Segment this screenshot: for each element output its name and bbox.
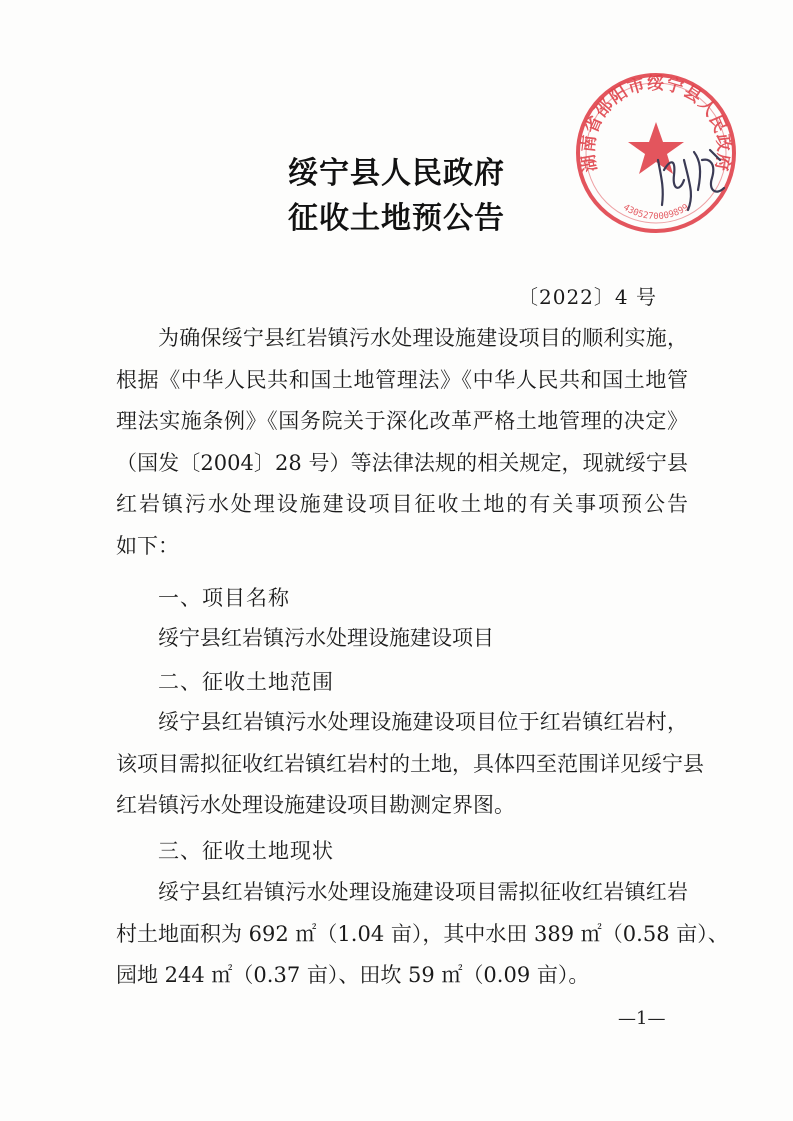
section3-heading: 三、征收土地现状 — [158, 839, 334, 863]
section3-paragraph — [116, 872, 729, 997]
section2-line: 红岩镇污水处理设施建设项目勘测定界图。 — [116, 793, 515, 817]
section3-line: 绥宁县红岩镇污水处理设施建设项目需拟征收红岩镇红岩 — [158, 880, 688, 904]
section2-heading: 二、征收土地范围 — [158, 670, 334, 694]
intro-line: 红岩镇污水处理设施建设项目征收土地的有关事项预公告 — [116, 492, 688, 516]
section1-line: 绥宁县红岩镇污水处理设施建设项目 — [158, 626, 494, 650]
intro-paragraph — [116, 318, 688, 567]
seal-text: 湖南省邵阳市绥宁县人民政府 — [578, 73, 734, 174]
page-title-line1: 绥宁县人民政府 — [288, 156, 505, 191]
intro-line: 如下： — [116, 533, 179, 558]
intro-line: 理法实施条例》《国务院关于深化改革严格土地管理的决定》 — [116, 409, 688, 433]
document-number: 〔2022〕4 号 — [518, 285, 657, 309]
section2-paragraph — [116, 702, 704, 827]
section2-line: 该项目需拟征收红岩镇红岩村的土地，具体四至范围详见绥宁县 — [116, 751, 704, 776]
section1-paragraph — [116, 618, 688, 660]
seal-code: 4305270009899 — [621, 202, 691, 223]
intro-line: 为确保绥宁县红岩镇污水处理设施建设项目的顺利实施， — [158, 326, 688, 350]
section1-heading: 一、项目名称 — [158, 586, 290, 610]
page-number: —1— — [618, 1008, 666, 1029]
intro-line: （国发〔2004〕28 号）等法律法规的相关规定，现就绥宁县 — [116, 450, 688, 475]
section2-line: 绥宁县红岩镇污水处理设施建设项目位于红岩镇红岩村， — [158, 710, 688, 734]
section3-line: 村土地面积为 692 ㎡（1.04 亩），其中水田 389 ㎡（0.58 亩）、 — [116, 921, 729, 946]
page-title-line2: 征收土地预公告 — [288, 201, 505, 236]
section3-line: 园地 244 ㎡（0.37 亩）、田坎 59 ㎡（0.09 亩）。 — [116, 963, 590, 987]
intro-line: 根据《中华人民共和国土地管理法》《中华人民共和国土地管 — [116, 367, 688, 392]
